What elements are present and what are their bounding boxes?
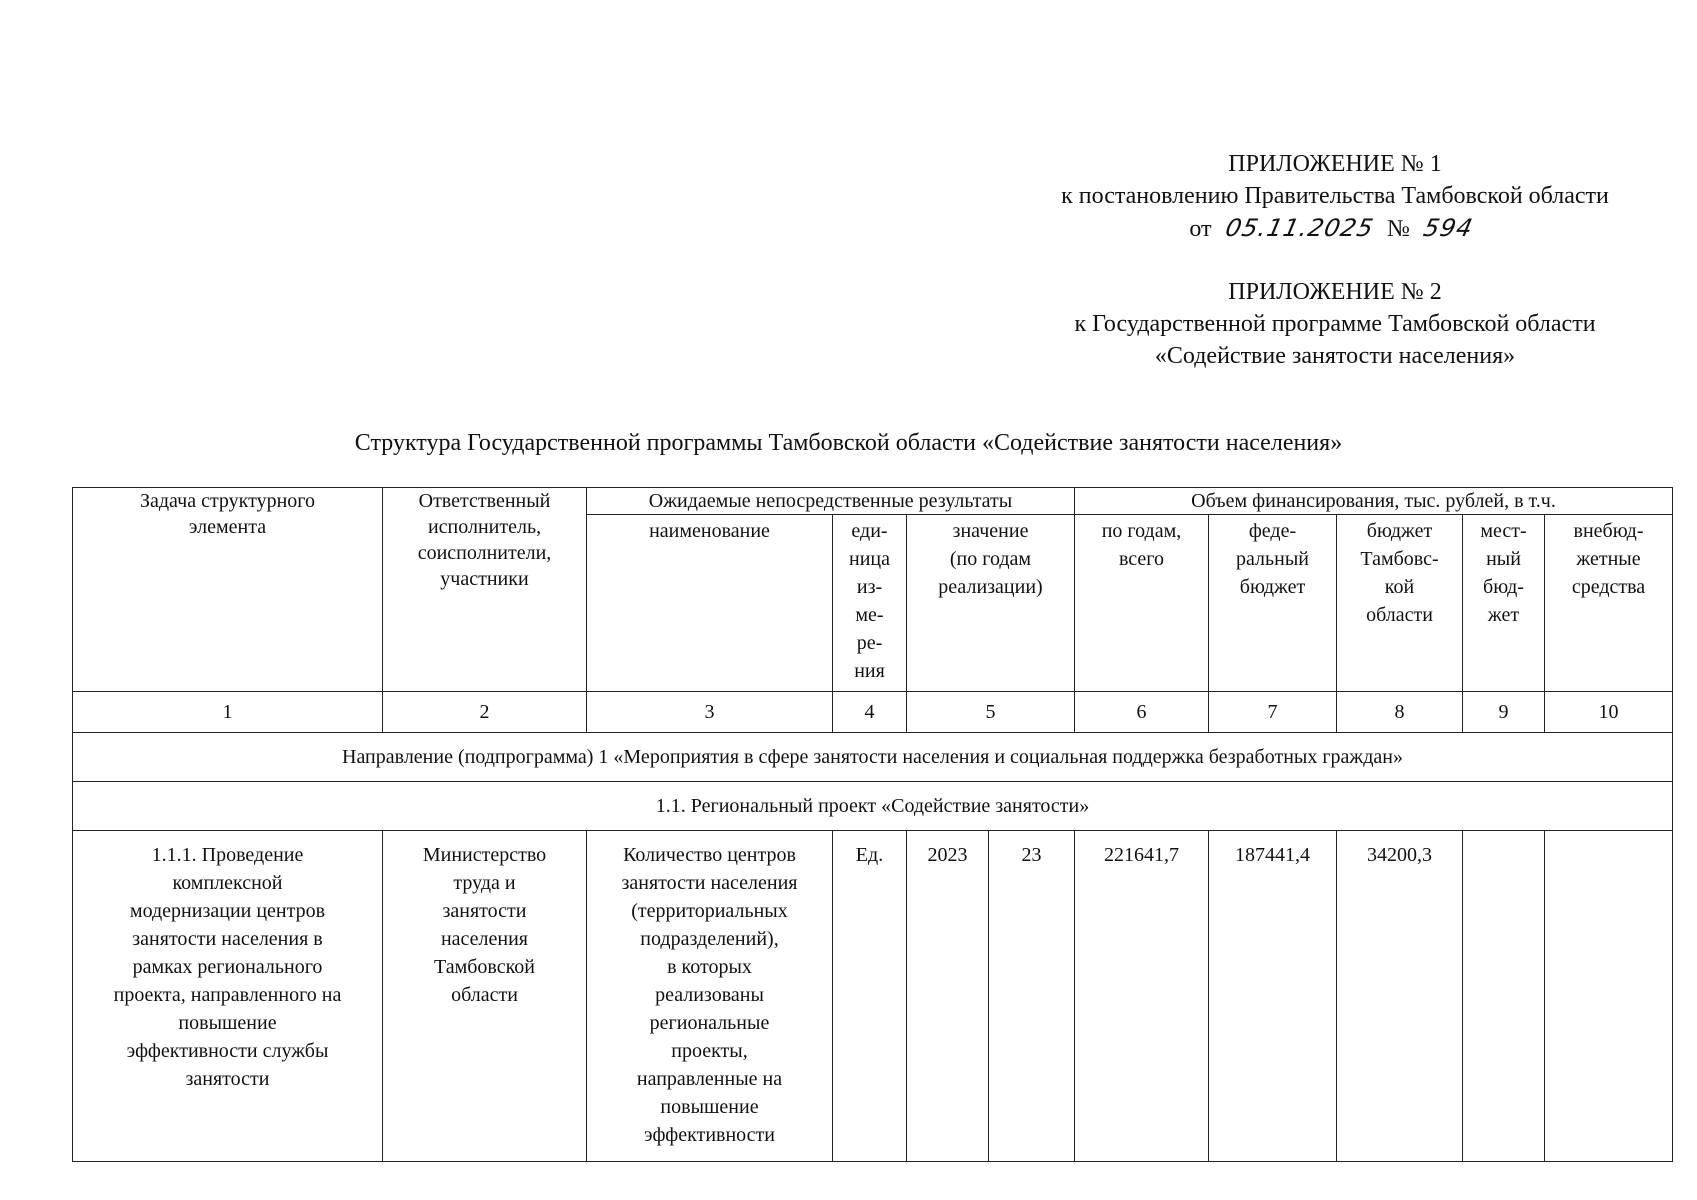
column-number: 7: [1209, 692, 1337, 733]
header-unit: еди- ница из- ме- ре- ния: [833, 515, 907, 692]
direction-row: [73, 733, 1673, 782]
column-number: 9: [1463, 692, 1545, 733]
header-financing: Объем финансирования, тыс. рублей, в т.ч.: [1075, 488, 1673, 515]
row-federal: 187441,4: [1209, 831, 1337, 1162]
column-number: 2: [383, 692, 587, 733]
header-result-name: наименование: [587, 515, 833, 692]
row-result-name: Количество центров занятости населения (территориальных подразделений), в которых реализованы региональные проекты, направленные на повышение эффективности: [587, 831, 833, 1162]
header-extrabudget: внебюд- жетные средства: [1545, 515, 1673, 692]
structure-table: [72, 487, 1673, 1162]
row-task: 1.1.1. Проведение комплексной модернизации центров занятости населения в рамках регионального проекта, направленного на повышение эффективности службы занятости: [73, 831, 383, 1162]
row-local: [1463, 831, 1545, 1162]
column-number: 5: [907, 692, 1075, 733]
decree-date: 05.11.2025: [1222, 214, 1376, 242]
header-task: Задача структурного элемента: [73, 488, 383, 692]
header-expected-results: Ожидаемые непосредственные результаты: [587, 488, 1075, 515]
row-regional: 34200,3: [1337, 831, 1463, 1162]
appendix-2-title: ПРИЛОЖЕНИЕ № 2: [1228, 279, 1442, 305]
column-number-row: [73, 692, 1673, 733]
header-local: мест- ный бюд- жет: [1463, 515, 1545, 692]
header-value: значение (по годам реализации): [907, 515, 1075, 692]
appendix-1-title: ПРИЛОЖЕНИЕ № 1: [1228, 151, 1442, 177]
appendix-1-header: [1010, 148, 1660, 245]
row-total: 221641,7: [1075, 831, 1209, 1162]
appendix-1-subtitle: к постановлению Правительства Тамбовской области: [1061, 183, 1609, 209]
column-number: 10: [1545, 692, 1673, 733]
header-federal: феде- ральный бюджет: [1209, 515, 1337, 692]
column-number: 8: [1337, 692, 1463, 733]
column-number: 6: [1075, 692, 1209, 733]
header-responsible: Ответственный исполнитель, соисполнители, участники: [383, 488, 587, 692]
column-number: 3: [587, 692, 833, 733]
column-number: 4: [833, 692, 907, 733]
number-prefix: №: [1386, 216, 1410, 242]
row-extrabudget: [1545, 831, 1673, 1162]
row-responsible: Министерство труда и занятости населения Тамбовской области: [383, 831, 587, 1162]
document-title: Структура Государственной программы Тамбовской области «Содействие занятости населения»: [354, 430, 1343, 456]
direction-cell: Направление (подпрограмма) 1 «Мероприятия в сфере занятости населения и социальная поддержка безработных граждан»: [73, 733, 1673, 782]
decree-date-line: [1010, 212, 1660, 245]
header-total: по годам, всего: [1075, 515, 1209, 692]
date-prefix: от: [1189, 216, 1212, 242]
decree-number: 594: [1420, 214, 1476, 242]
appendix-2-line-1: к Государственной программе Тамбовской области: [1074, 311, 1596, 337]
column-number: 1: [73, 692, 383, 733]
row-year: 2023: [907, 831, 989, 1162]
table-row: [73, 831, 1673, 1162]
row-unit: Ед.: [833, 831, 907, 1162]
appendix-2-line-2: «Содействие занятости населения»: [1154, 343, 1516, 369]
project-cell: 1.1. Региональный проект «Содействие занятости»: [73, 782, 1673, 831]
project-row: [73, 782, 1673, 831]
header-regional: бюджет Тамбовс- кой области: [1337, 515, 1463, 692]
appendix-2-header: [1010, 276, 1660, 372]
row-value: 23: [989, 831, 1075, 1162]
